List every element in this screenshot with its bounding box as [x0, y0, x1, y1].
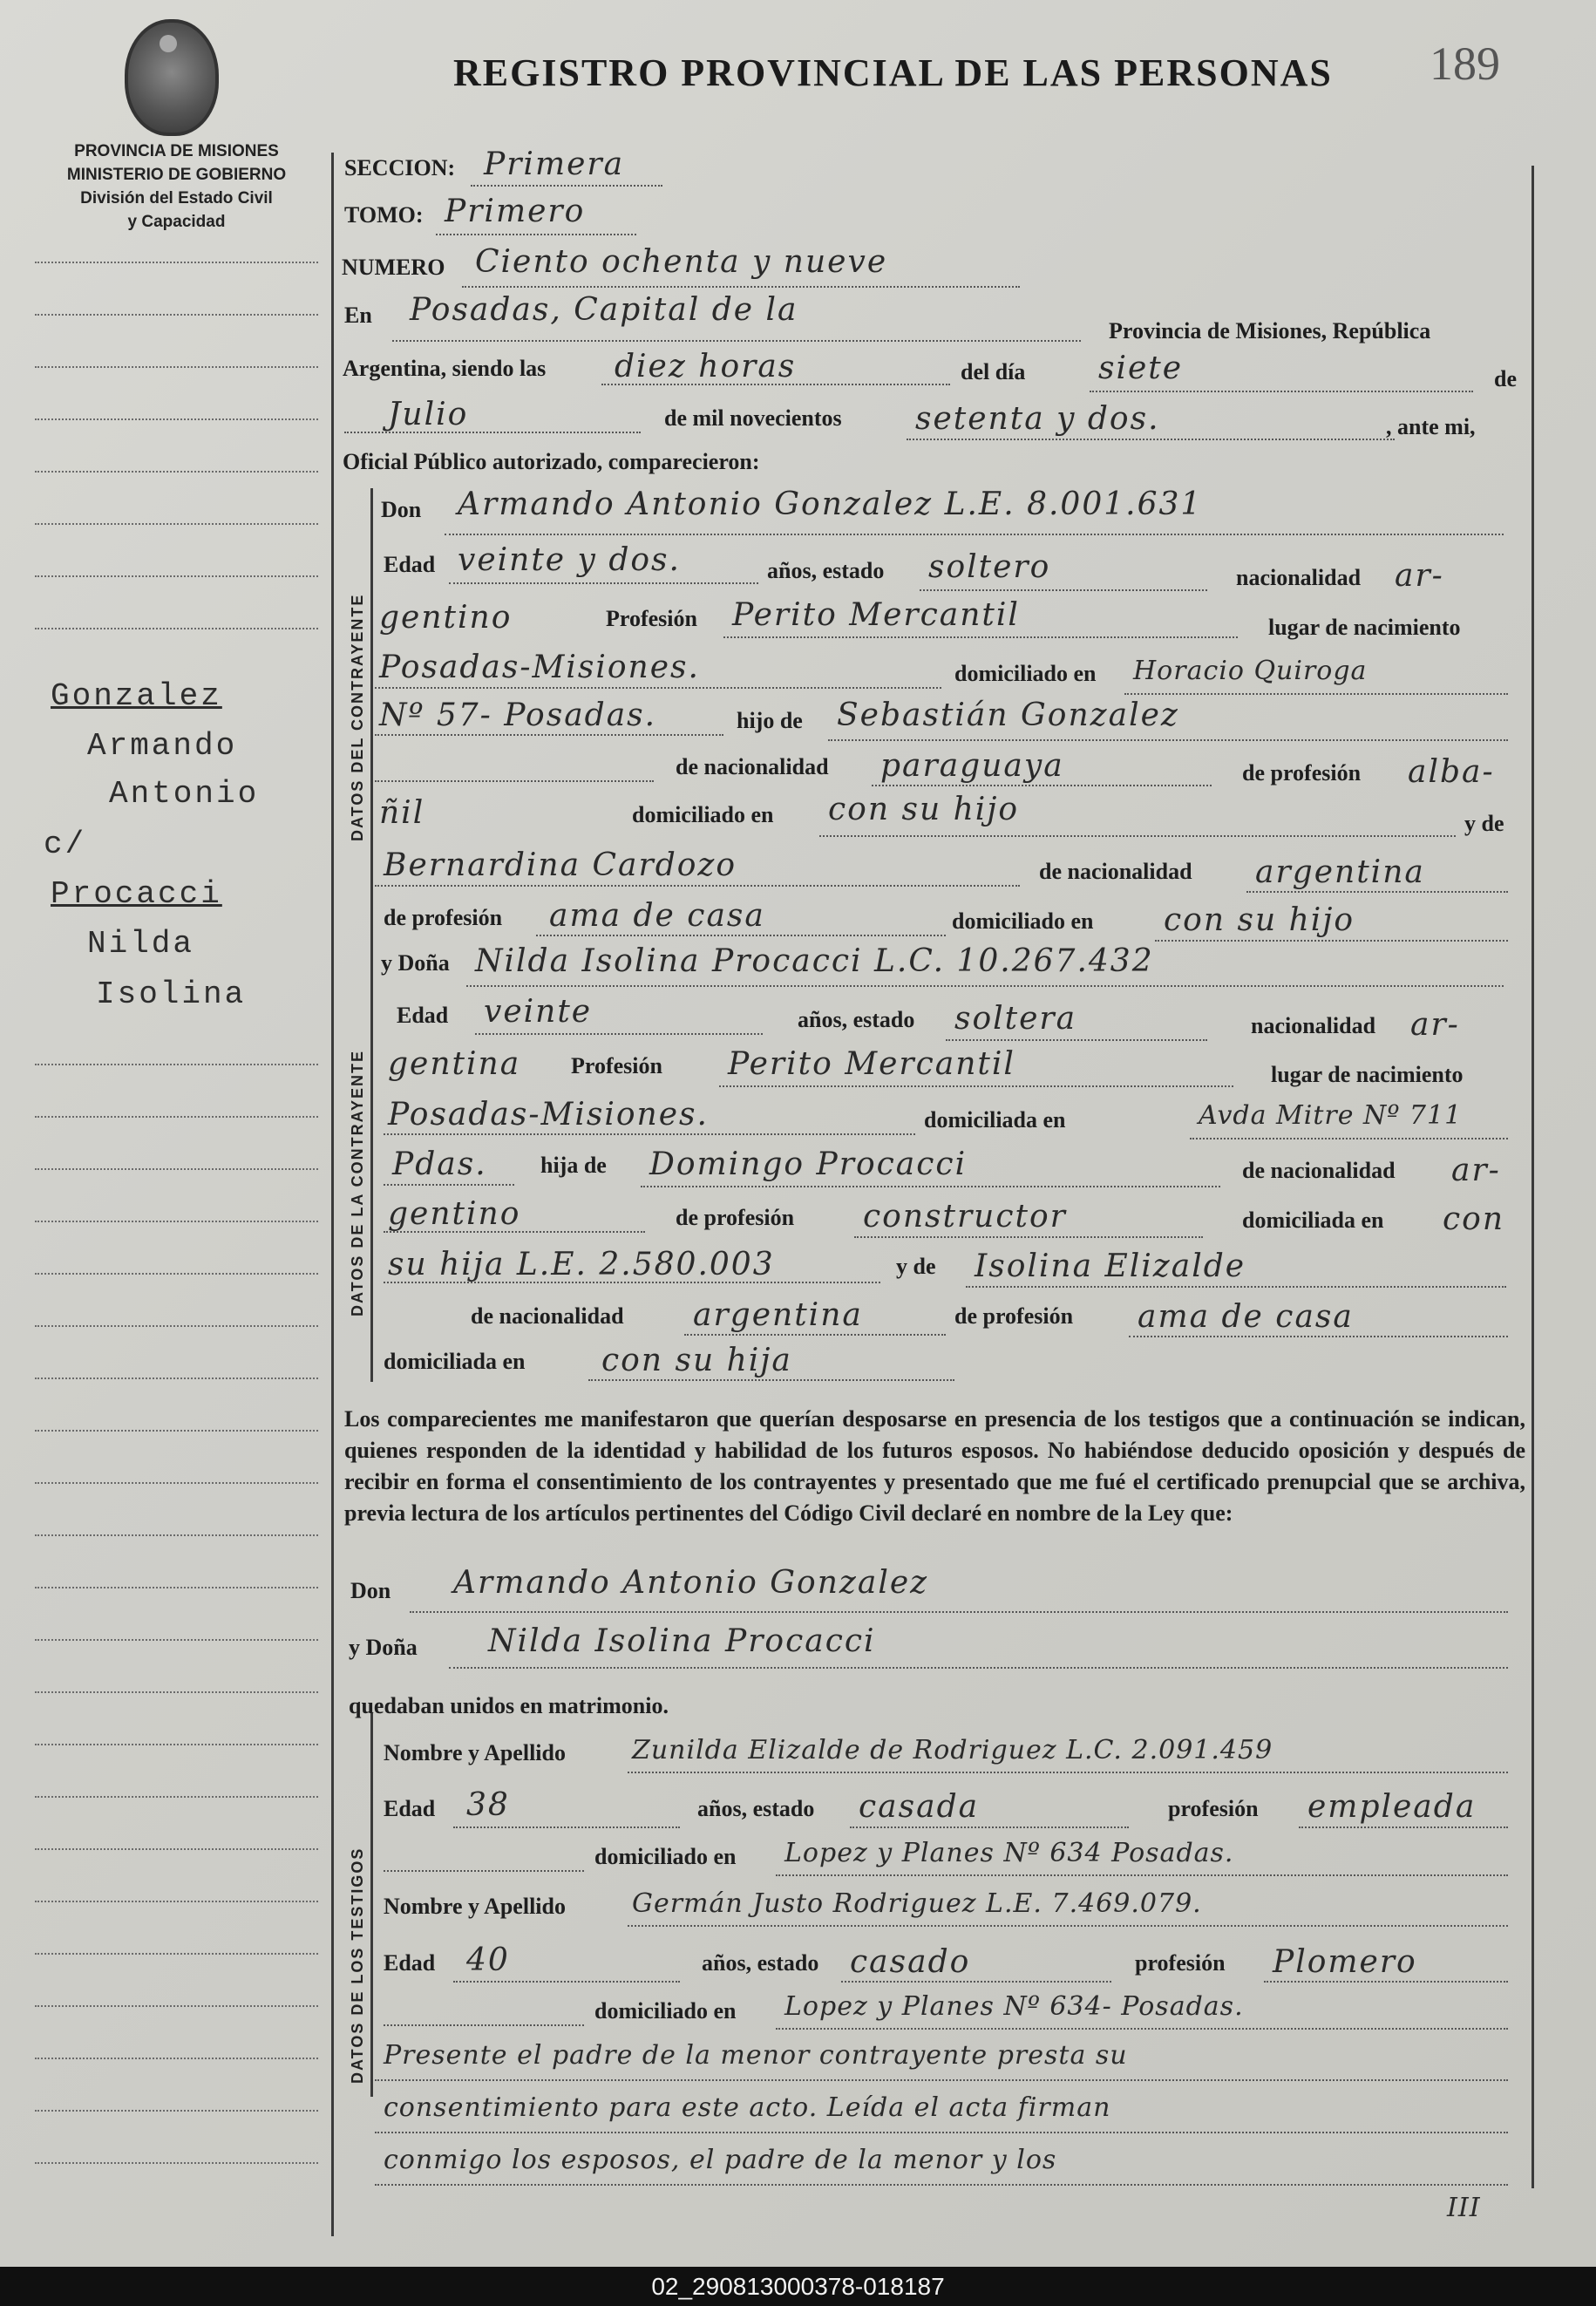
margin-rule	[35, 262, 318, 263]
scan-id: 02_290813000378-018187	[651, 2273, 945, 2300]
groom-padre: Sebastián Gonzalez	[837, 697, 1179, 733]
witness1-prof-label: profesión	[1168, 1796, 1259, 1821]
bride-name: Nilda Isolina Procacci L.C. 10.267.432	[475, 943, 1154, 979]
siendo-label: Argentina, siendo las	[343, 356, 547, 381]
margin-rule	[35, 2162, 318, 2164]
witness1-name-line	[628, 1772, 1508, 1773]
witness1-dom-label: domiciliado en	[594, 1844, 737, 1869]
groom-padre-line	[828, 739, 1508, 741]
margin-rule	[35, 1482, 318, 1484]
dona-final-label: y Doña	[349, 1635, 418, 1660]
witness1-estado: casada	[859, 1789, 980, 1825]
margin-rule	[35, 1848, 318, 1850]
dona-final-name: Nilda Isolina Procacci	[488, 1623, 876, 1659]
dia-line	[1090, 391, 1473, 392]
ante-mi-label: , ante mi,	[1386, 414, 1476, 439]
notes-line: consentimiento para este acto. Leída el acta firman	[384, 2092, 1111, 2123]
bride-padre-nac-2: gentino	[388, 1196, 521, 1232]
groom-profesion: Perito Mercantil	[732, 597, 1020, 633]
margin-rule	[35, 1430, 318, 1432]
groom-edad-line	[449, 582, 758, 584]
margin-rule	[35, 1587, 318, 1588]
groom-domicilio-1: Horacio Quiroga	[1133, 656, 1368, 686]
witness1-prof-line	[1299, 1826, 1508, 1828]
groom-padre-prof-label: de profesión	[1242, 760, 1362, 786]
bride-madre-nac-label: de nacionalidad	[471, 1303, 624, 1329]
bride-padre: Domingo Procacci	[649, 1146, 968, 1182]
bride-padre-dom-1: con	[1443, 1201, 1505, 1237]
witness1-estado-line	[850, 1826, 1129, 1828]
section-label-groom: DATOS DEL CONTRAYENTE	[349, 593, 366, 841]
groom-edad: veinte y dos.	[458, 542, 681, 578]
witness2-estado: casado	[850, 1944, 971, 1980]
bride-edad: veinte	[484, 994, 593, 1030]
bride-lugar-nac: Posadas-Misiones.	[388, 1097, 709, 1133]
bride-padre-prof-line	[854, 1236, 1203, 1238]
bride-madre-dom-line	[588, 1379, 954, 1381]
witness1-name: Zunilda Elizalde de Rodriguez L.C. 2.091.459	[632, 1735, 1273, 1765]
page-number: 189	[1430, 37, 1500, 90]
seccion-label: SECCION:	[344, 155, 456, 180]
bride-madre-dom-label: domiciliada en	[384, 1349, 526, 1374]
bride-dom-label: domiciliada en	[924, 1107, 1066, 1133]
groom-madre: Bernardina Cardozo	[384, 847, 737, 883]
groom-estado: soltero	[928, 549, 1051, 585]
groom-blank-line	[375, 780, 654, 782]
bride-padre-prof: constructor	[863, 1199, 1067, 1235]
margin-rule	[35, 628, 318, 629]
groom-padre-dom-line	[819, 835, 1456, 837]
bride-y-de-label: y de	[896, 1254, 936, 1279]
margin-rule	[35, 523, 318, 525]
bride-padre-dom-label: domiciliada en	[1242, 1207, 1384, 1233]
notes-rule	[375, 2184, 1508, 2186]
horas-line	[601, 384, 950, 385]
authority-line: PROVINCIA DE MISIONES	[74, 142, 279, 160]
margin-rule	[35, 1901, 318, 1902]
witness1-domicilio: Lopez y Planes Nº 634 Posadas.	[784, 1838, 1234, 1868]
margin-rule	[35, 366, 318, 368]
margin-rule	[35, 1064, 318, 1065]
authority-line: MINISTERIO DE GOBIERNO	[66, 166, 287, 184]
groom-domicilio-2: Nº 57- Posadas.	[379, 697, 657, 733]
margin-name-groom-2: Antonio	[109, 776, 260, 812]
bride-padre-line	[641, 1186, 1220, 1187]
tomo-line	[436, 234, 636, 235]
numero-value: Ciento ochenta y nueve	[475, 244, 888, 280]
margin-rule	[35, 1691, 318, 1693]
bride-hija-label: hija de	[540, 1153, 607, 1178]
groom-madre-nac-line	[1246, 891, 1508, 893]
groom-madre-dom-line	[1155, 940, 1508, 942]
witness1-edad-label: Edad	[384, 1796, 436, 1821]
de-label: de	[1494, 366, 1517, 391]
anio-line	[907, 439, 1395, 440]
margin-rule	[35, 1639, 318, 1641]
bride-padre-dom-2: su hija L.E. 2.580.003	[388, 1247, 775, 1282]
bride-name-line	[466, 985, 1504, 987]
groom-madre-prof-line	[536, 935, 946, 936]
margin-connector: c/	[44, 826, 87, 862]
margin-rule	[35, 1168, 318, 1170]
margin-rule	[35, 1273, 318, 1275]
margin-rule	[35, 471, 318, 473]
margin-rule	[35, 1221, 318, 1222]
groom-madre-nac: argentina	[1255, 854, 1425, 890]
margin-rule	[35, 418, 318, 420]
bride-domicilio-1: Avda Mitre Nº 711	[1199, 1100, 1463, 1131]
authority-line: y Capacidad	[127, 213, 226, 231]
seccion-line	[471, 185, 662, 187]
groom-lugar-label: lugar de nacimiento	[1268, 615, 1461, 640]
bride-padre-nac-line	[384, 1231, 645, 1233]
lugar-value: Posadas, Capital de la	[410, 292, 798, 328]
witness2-prof-line	[1264, 1981, 1508, 1983]
issuing-authority	[35, 139, 318, 234]
groom-padre-dom-label: domiciliado en	[632, 802, 774, 827]
bride-domicilio-2: Pdas.	[392, 1146, 487, 1182]
section-label-witnesses: DATOS DE LOS TESTIGOS	[349, 1847, 366, 2084]
bride-nac-1: ar-	[1410, 1007, 1460, 1043]
mes-line	[344, 432, 641, 433]
notes-line: Presente el padre de la menor contrayente presta su	[384, 2040, 1128, 2071]
bride-profesion: Perito Mercantil	[728, 1046, 1015, 1082]
bride-padre-prof-label: de profesión	[676, 1205, 795, 1230]
margin-rule	[35, 2110, 318, 2112]
bride-edad-line	[475, 1033, 763, 1035]
margin-rule	[35, 1953, 318, 1955]
bride-padre-dom-line	[384, 1282, 880, 1283]
groom-madre-prof-label: de profesión	[384, 905, 503, 930]
groom-estado-label: años, estado	[767, 558, 885, 583]
don-final-label: Don	[350, 1578, 391, 1603]
margin-rule	[35, 1796, 318, 1798]
bride-madre-dom: con su hija	[601, 1343, 792, 1378]
groom-lugar-line	[375, 687, 941, 689]
lugar-line	[392, 340, 1081, 342]
authority-line: División del Estado Civil	[80, 189, 273, 207]
bottom-mark: III	[1447, 2193, 1481, 2223]
oficial-text: Oficial Público autorizado, comparecieron:	[343, 449, 760, 474]
bride-nac-2: gentina	[388, 1046, 521, 1082]
dona-final-line	[449, 1667, 1508, 1669]
groom-padre-nac-line	[872, 785, 1212, 786]
bride-padre-nac-1: ar-	[1451, 1153, 1501, 1188]
notes-line: conmigo los esposos, el padre de la menor y los	[384, 2145, 1057, 2175]
provincia-text: Provincia de Misiones, República	[1109, 318, 1431, 344]
groom-lugar-nac: Posadas-Misiones.	[379, 650, 700, 685]
tomo-value: Primero	[445, 194, 586, 229]
bride-prof-label: Profesión	[571, 1053, 662, 1078]
witness2-estado-label: años, estado	[702, 1950, 819, 1976]
witness1-edad-line	[453, 1826, 680, 1828]
groom-padre-prof-2: ñil	[379, 795, 425, 831]
groom-hijo-label: hijo de	[737, 708, 803, 733]
witness1-estado-label: años, estado	[697, 1796, 815, 1821]
groom-prof-line	[723, 636, 1238, 638]
margin-rule	[35, 1744, 318, 1745]
page-title: REGISTRO PROVINCIAL DE LAS PERSONAS	[453, 51, 1333, 94]
bride-madre-nac-line	[684, 1334, 946, 1336]
bride-padre-nac-label: de nacionalidad	[1242, 1158, 1396, 1183]
groom-padre-prof-1: alba-	[1408, 754, 1495, 790]
sun-emblem-icon	[160, 35, 177, 52]
groom-name-line	[445, 534, 1504, 535]
bride-lugar-line	[384, 1133, 915, 1135]
mes-value: Julio	[388, 397, 469, 432]
witness2-dom-label: domiciliado en	[594, 1998, 737, 2024]
witness2-edad-label: Edad	[384, 1950, 436, 1976]
numero-line	[462, 286, 1020, 288]
section-rule	[370, 1713, 373, 2097]
bride-edad-label: Edad	[397, 1003, 449, 1028]
witness1-dom-line	[776, 1874, 1508, 1876]
witness2-profesion: Plomero	[1273, 1944, 1417, 1980]
witness1-blank-line	[384, 1870, 584, 1872]
margin-rule	[35, 1116, 318, 1118]
margin-name-bride-2: Isolina	[96, 976, 247, 1012]
horas-value: diez horas	[615, 349, 797, 384]
witness2-edad: 40	[466, 1942, 510, 1978]
margin-rule	[35, 1325, 318, 1327]
margin-rule	[35, 314, 318, 316]
groom-padre-dom: con su hijo	[828, 792, 1020, 827]
bride-estado-label: años, estado	[798, 1007, 915, 1032]
en-label: En	[344, 303, 372, 328]
witness2-name-line	[628, 1925, 1508, 1927]
groom-nac-2: gentino	[379, 600, 513, 636]
bride-estado: soltera	[954, 1001, 1077, 1037]
margin-rule	[35, 1534, 318, 1536]
seccion-value: Primera	[484, 146, 625, 182]
left-column-rule	[331, 153, 334, 2236]
groom-estado-line	[920, 589, 1207, 591]
margin-surname-bride: Procacci	[51, 876, 222, 912]
witness1-name-label: Nombre y Apellido	[384, 1740, 566, 1765]
margin-rule	[35, 2005, 318, 2007]
witness2-name: Germán Justo Rodriguez L.E. 7.469.079.	[632, 1888, 1202, 1919]
witness2-name-label: Nombre y Apellido	[384, 1894, 566, 1919]
notes-rule	[375, 2079, 1508, 2081]
bride-madre-prof-line	[1129, 1336, 1508, 1337]
witness2-blank-line	[384, 2024, 584, 2026]
bride-dom-line	[1190, 1138, 1508, 1139]
bride-madre: Isolina Elizalde	[975, 1248, 1246, 1284]
witness2-estado-line	[841, 1981, 1111, 1983]
groom-padre-nac-label: de nacionalidad	[676, 754, 829, 779]
bride-estado-line	[946, 1039, 1207, 1041]
groom-padre-nac: paraguaya	[880, 748, 1064, 784]
don-label: Don	[381, 497, 422, 522]
margin-rule	[35, 575, 318, 577]
groom-madre-nac-label: de nacionalidad	[1039, 859, 1192, 884]
declaration-paragraph: Los comparecientes me manifestaron que querían desposarse en presencia de los testigos que a continuación se indican, quienes responden de la identidad y habilidad de los futuros esposos. No habiéndose deducido oposición y después de recibir en forma el consentimiento de los contrayentes y presentado que me fué el certificado prenupcial que se archiva, previa lectura de los artículos pertinentes del Código Civil declaré en nombre de la Ley que:	[344, 1406, 1525, 1526]
groom-madre-line	[375, 885, 1020, 887]
don-final-name: Armando Antonio Gonzalez	[453, 1565, 929, 1601]
groom-prof-label: Profesión	[606, 606, 697, 631]
bride-madre-nac: argentina	[693, 1297, 863, 1333]
del-dia-label: del día	[961, 359, 1026, 384]
groom-name: Armando Antonio Gonzalez L.E. 8.001.631	[458, 486, 1203, 522]
bride-madre-prof-label: de profesión	[954, 1303, 1074, 1329]
scan-footer	[0, 2267, 1596, 2306]
margin-surname-groom: Gonzalez	[51, 678, 222, 714]
witness2-prof-label: profesión	[1135, 1950, 1226, 1976]
tomo-label: TOMO:	[344, 202, 424, 228]
groom-edad-label: Edad	[384, 552, 436, 577]
bride-lugar-label: lugar de nacimiento	[1271, 1062, 1464, 1087]
bride-nac-label: nacionalidad	[1251, 1013, 1376, 1038]
witness1-edad: 38	[466, 1787, 510, 1823]
witness2-dom-line	[776, 2028, 1508, 2030]
bride-dom2-line	[384, 1184, 514, 1186]
groom-y-de-label: y de	[1464, 811, 1504, 836]
mil-novecientos-label: de mil novecientos	[664, 405, 842, 431]
dona-label: y Doña	[381, 950, 450, 976]
witness2-edad-line	[453, 1981, 680, 1983]
notes-rule	[375, 2132, 1508, 2133]
bride-madre-line	[966, 1286, 1506, 1288]
groom-nac-label: nacionalidad	[1236, 565, 1362, 590]
groom-dom-line	[1124, 693, 1508, 695]
dia-value: siete	[1098, 350, 1184, 386]
witness2-domicilio: Lopez y Planes Nº 634- Posadas.	[784, 1991, 1244, 2022]
margin-name-bride: Nilda	[87, 926, 195, 962]
section-rule	[370, 488, 373, 1382]
don-final-line	[410, 1611, 1508, 1613]
anio-value: setenta y dos.	[915, 401, 1160, 437]
bride-madre-prof: ama de casa	[1138, 1299, 1354, 1335]
groom-madre-dom: con su hijo	[1164, 902, 1355, 938]
groom-madre-dom-label: domiciliado en	[952, 908, 1094, 934]
groom-dom-label: domiciliado en	[954, 661, 1097, 686]
margin-name-groom: Armando	[87, 728, 238, 764]
section-label-bride: DATOS DE LA CONTRAYENTE	[349, 1049, 366, 1316]
bride-prof-line	[719, 1085, 1233, 1087]
numero-label: NUMERO	[342, 255, 445, 280]
groom-nac-1: ar-	[1395, 558, 1444, 594]
right-column-rule	[1531, 166, 1534, 2188]
groom-dom2-line	[375, 734, 723, 736]
quedaban-text: quedaban unidos en matrimonio.	[349, 1693, 669, 1718]
witness1-profesion: empleada	[1307, 1789, 1477, 1825]
margin-rule	[35, 2058, 318, 2059]
margin-rule	[35, 1377, 318, 1379]
groom-madre-prof: ama de casa	[549, 898, 765, 934]
